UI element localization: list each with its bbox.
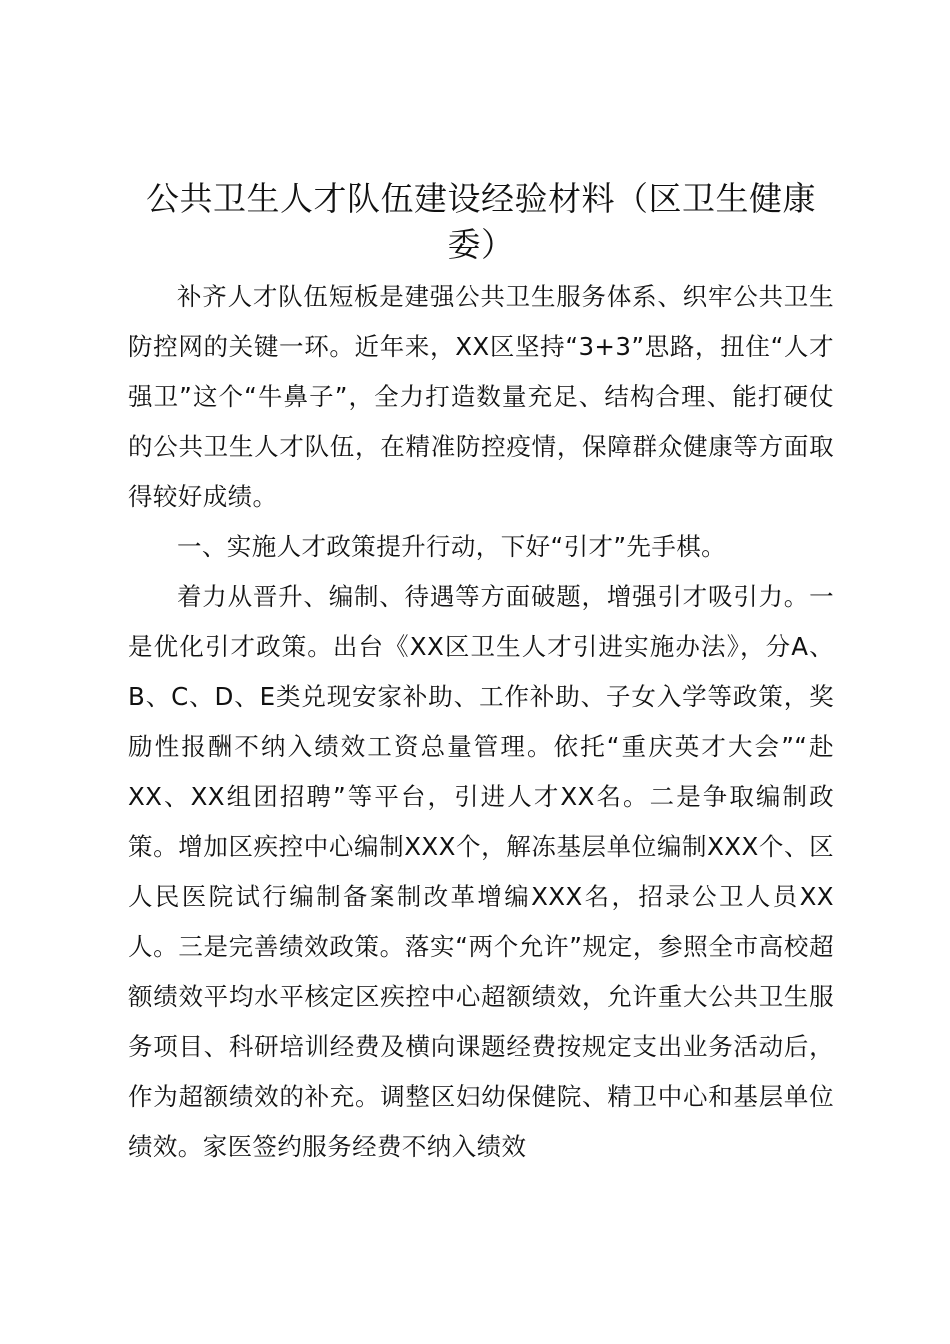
title-block [128,176,834,268]
intro-paragraph: 补齐人才队伍短板是建强公共卫生服务体系、织牢公共卫生防控网的关键一环。近年来，XX区坚持“3+3”思路，扭住“人才强卫”这个“牛鼻子”，全力打造数量充足、结构合理、能打硬仗的公共卫生人才队伍，在精准防控疫情，保障群众健康等方面取得较好成绩。 [128,282,834,511]
section-heading-1: 一、实施人才政策提升行动，下好“引才”先手棋。 [177,532,727,561]
document-title: 公共卫生人才队伍建设经验材料（区卫生健康委） [146,179,816,264]
document-body [128,176,834,1172]
section-1-paragraph: 着力从晋升、编制、待遇等方面破题，增强引才吸引力。一是优化引才政策。出台《XX区卫生人才引进实施办法》，分A、B、C、D、E类兑现安家补助、工作补助、子女入学等政策，奖励性报酬不纳入绩效工资总量管理。依托“重庆英才大会”“赴XX、XX组团招聘”等平台，引进人才XX名。二是争取编制政策。增加区疾控中心编制XXX个，解冻基层单位编制XXX个、区人民医院试行编制备案制改革增编XXX名，招录公卫人员XX人。三是完善绩效政策。落实“两个允许”规定，参照全市高校超额绩效平均水平核定区疾控中心超额绩效，允许重大公共卫生服务项目、科研培训经费及横向课题经费按规定支出业务活动后，作为超额绩效的补充。调整区妇幼保健院、精卫中心和基层单位绩效。家医签约服务经费不纳入绩效 [128,582,834,1161]
